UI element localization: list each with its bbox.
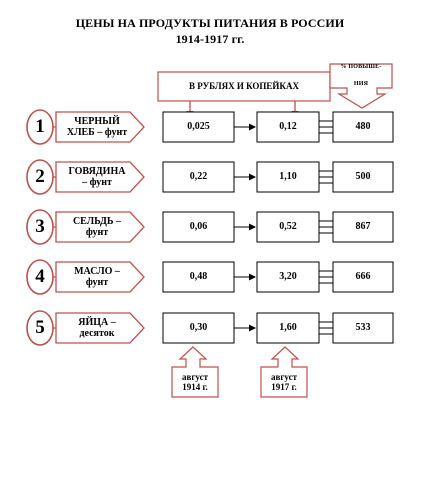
price-1917-value: 1,10 [279,171,297,183]
footer-1917-line1: август [270,371,298,382]
row-number: 3 [35,216,45,238]
row-number: 1 [35,116,45,138]
increase-value: 867 [355,221,371,233]
product-label-line2: – фунт [82,177,112,188]
footer-1914-line1: август [181,371,209,382]
increase-header-line1: % ПОВЫШЕ- [340,63,382,70]
price-1914-value: 0,30 [189,322,208,334]
row-number: 5 [35,317,45,339]
product-label [58,212,136,242]
product-label-line1: ГОВЯДИНА [68,165,126,177]
product-label-line1: СЕЛЬДЬ – [72,215,122,227]
product-label-line1: ЯЙЦА – [78,316,116,328]
increase-header-line2: НИЯ [353,81,369,87]
price-1917-value: 1,60 [279,322,297,334]
product-label [58,162,136,192]
price-1914-value: 0,06 [189,221,208,233]
units-header-label: В РУБЛЯХ И КОПЕЙКАХ [189,81,299,92]
product-label-line2: фунт [85,277,109,288]
product-label-line1: МАСЛО – [74,265,120,277]
page-title: ЦЕНЫ НА ПРОДУКТЫ ПИТАНИЯ В РОССИИ [75,16,345,30]
footer-1914-label [172,368,218,396]
price-1914-value: 0,48 [189,271,208,283]
product-label-line2: фунт [85,227,109,238]
footer-1917-line2: 1917 г. [271,382,297,392]
price-1917-value: 3,20 [279,271,297,283]
row-number: 4 [35,266,45,288]
price-1917-value: 0,52 [279,221,297,233]
product-label-line1: ЧЕРНЫЙ [74,115,120,127]
page-subtitle: 1914-1917 гг. [175,32,245,46]
product-label [58,313,136,343]
product-label-line2: ХЛЕБ – фунт [66,127,128,138]
footer-1914-line2: 1914 г. [182,382,208,392]
price-1917-value: 0,12 [279,121,297,133]
product-label [58,262,136,292]
footer-1917-label [261,368,307,396]
increase-header-label [330,64,392,88]
increase-value: 533 [355,322,371,334]
increase-value: 500 [355,171,371,183]
price-1914-value: 0,025 [187,121,210,133]
product-label-line2: десяток [79,328,115,339]
increase-value: 480 [355,121,371,133]
increase-value: 666 [355,271,371,283]
row-number: 2 [35,166,45,188]
product-label [58,112,136,142]
price-1914-value: 0,22 [189,171,208,183]
